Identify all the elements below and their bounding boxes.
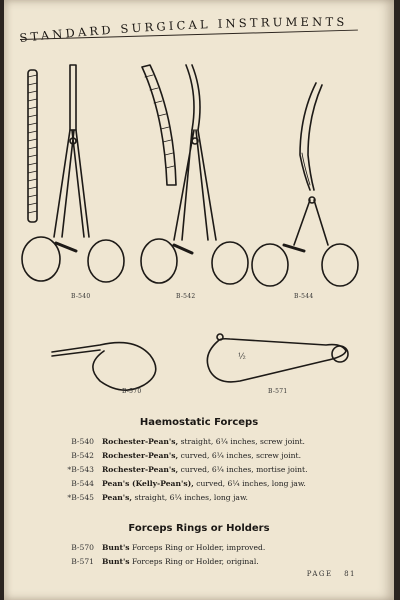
item-name: Rochester-Pean's, [102, 465, 179, 474]
item-code: B-571 [71, 557, 94, 566]
instrument-illustrations [4, 55, 394, 395]
item-name: Pean's, [102, 493, 133, 502]
figure-caption: B-544 [294, 293, 314, 300]
figure-caption: B-571 [268, 388, 288, 395]
section-title-haemostatic-forceps: Haemostatic Forceps [139, 417, 259, 428]
list-item [4, 542, 394, 554]
item-name: Bunt's [102, 557, 130, 566]
list-item [4, 492, 394, 504]
item-name: Pean's (Kelly-Pean's), [102, 479, 194, 488]
list-item [4, 478, 394, 490]
list-item [4, 436, 394, 448]
figure-caption: B-540 [71, 293, 91, 300]
item-description: curved, 6¼ inches, mortise joint. [178, 465, 308, 474]
ring-fraction-annotation: ½ [238, 352, 246, 361]
item-code: B-570 [71, 543, 94, 552]
item-name: Rochester-Pean's, [102, 451, 179, 460]
list-item [4, 556, 394, 568]
item-entry [102, 436, 305, 448]
list-item [4, 464, 394, 476]
forceps-curved-illustration [141, 65, 248, 284]
item-code: B-544 [71, 479, 94, 488]
catalog-page [4, 0, 394, 600]
item-entry [102, 556, 259, 568]
item-entry [102, 542, 265, 554]
page-footer [307, 570, 356, 578]
item-entry [102, 492, 248, 504]
item-name: Rochester-Pean's, [102, 437, 179, 446]
page-header [14, 8, 364, 48]
forceps-ring-original-illustration [207, 334, 348, 382]
page-label: PAGE [306, 570, 333, 578]
list-item [4, 450, 394, 462]
header-title-art [14, 8, 364, 48]
item-description: Forceps Ring or Holder, improved. [129, 543, 266, 552]
item-description: straight, 6¼ inches, screw joint. [178, 437, 305, 446]
section-title-forceps-rings: Forceps Rings or Holders [128, 523, 270, 534]
page-number: 81 [344, 570, 356, 578]
header-title: STANDARD SURGICAL INSTRUMENTS [18, 14, 348, 45]
forceps-ring-improved-illustration [52, 343, 156, 391]
item-code: *B-545 [67, 493, 94, 502]
item-name: Bunt's [102, 543, 130, 552]
forceps-longjaw-illustration [252, 83, 358, 286]
item-description: curved, 6¼ inches, screw joint. [178, 451, 302, 460]
item-description: Forceps Ring or Holder, original. [129, 557, 259, 566]
item-entry [102, 464, 308, 476]
figure-caption: B-542 [176, 293, 196, 300]
item-code: B-540 [71, 437, 94, 446]
item-description: curved, 6¼ inches, long jaw. [193, 479, 306, 488]
figure-caption: B-570 [122, 388, 142, 395]
item-description: straight, 6¼ inches, long jaw. [132, 493, 248, 502]
item-code: B-542 [71, 451, 94, 460]
forceps-straight-illustration [22, 65, 124, 282]
item-code: *B-543 [67, 465, 94, 474]
item-entry [102, 450, 301, 462]
item-entry [102, 478, 306, 490]
